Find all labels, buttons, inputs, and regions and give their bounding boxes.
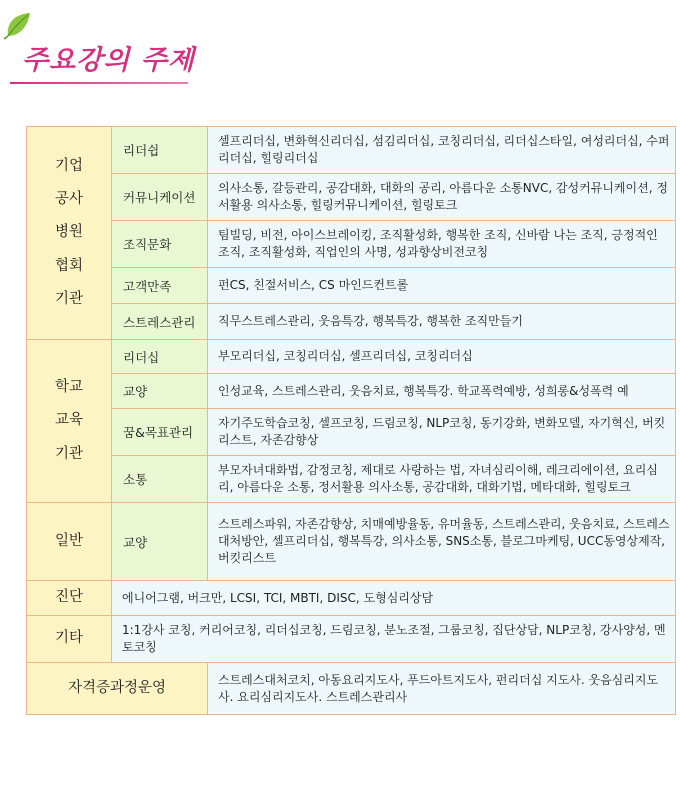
subcategory-cell: 꿈&목표관리 (112, 409, 208, 456)
page-header (0, 0, 680, 100)
table-row (27, 456, 676, 503)
topics-cell: 직무스트레스관리, 웃음특강, 행복특강, 행복한 조직만들기 (208, 304, 676, 340)
topics-cell: 스트레스대처코치, 아동요리지도사, 푸드아트지도사, 펀리더십 지도사. 웃음심리지도사. 요리심리지도사. 스트레스관리사 (208, 663, 676, 715)
category-cell-general: 일반 (27, 503, 112, 581)
subcategory-cell: 조직문화 (112, 221, 208, 268)
topics-cell: 의사소통, 갈등관리, 공감대화, 대화의 공리, 아름다운 소통NVC, 감성커뮤니케이션, 정서활용 의사소통, 힐링커뮤니케이션, 힐링토크 (208, 174, 676, 221)
table-row (27, 127, 676, 174)
topics-cell: 부모리더십, 코칭리더십, 셀프리더십, 코칭리더십 (208, 340, 676, 374)
subcategory-cell: 소통 (112, 456, 208, 503)
topics-cell: 인성교육, 스트레스관리, 웃음치료, 행복특강. 학교폭력예방, 성희롱&성폭력 예 (208, 374, 676, 409)
table-row (27, 340, 676, 374)
subcategory-cell: 리더십 (112, 340, 208, 374)
category-cell-other: 기타 (27, 616, 112, 663)
title-underline (10, 82, 188, 84)
topics-cell: 스트레스파워, 자존감향상, 치매예방율동, 유머율동, 스트레스관리, 웃음치료, 스트레스대처방안, 셀프리더십, 행복특강, 의사소통, SNS소통, 블로그마케팅, UCC동영상제작, 버킷리스트 (208, 503, 676, 581)
category-label: 기관 (54, 445, 83, 462)
category-cell-school (27, 340, 112, 503)
subcategory-cell: 리더쉽 (112, 127, 208, 174)
subcategory-cell: 커뮤니케이션 (112, 174, 208, 221)
table-row (27, 581, 676, 616)
subcategory-cell: 교양 (112, 374, 208, 409)
category-cell-license: 자격증과정운영 (27, 663, 208, 715)
category-label: 공사 (54, 190, 83, 207)
table-row (27, 268, 676, 304)
subcategory-cell: 스트레스관리 (112, 304, 208, 340)
curriculum-table (26, 126, 676, 715)
table-row (27, 221, 676, 268)
topics-cell: 셀프리더십, 변화혁신리더십, 섬김리더십, 코칭리더십, 리더십스타일, 여성리더십, 수퍼리더십, 힐링리더십 (208, 127, 676, 174)
category-cell-enterprise (27, 127, 112, 340)
category-label: 기업 (54, 157, 83, 174)
topics-cell: 팀빌딩, 비전, 아이스브레이킹, 조직활성화, 행복한 조직, 신바람 나는 조직, 긍정적인 조직, 조직활성화, 직업인의 사명, 성과향상비전코칭 (208, 221, 676, 268)
page-title: 주요강의 주제 (22, 45, 195, 76)
table-row (27, 174, 676, 221)
subcategory-cell: 교양 (112, 503, 208, 581)
table-row (27, 503, 676, 581)
topics-cell: 에니어그램, 버크만, LCSI, TCI, MBTI, DISC, 도형심리상담 (112, 581, 676, 616)
table-row (27, 409, 676, 456)
table-row (27, 374, 676, 409)
category-cell-diagnosis: 진단 (27, 581, 112, 616)
category-label: 협회 (54, 257, 83, 274)
topics-cell: 부모자녀대화법, 감정코칭, 제대로 사랑하는 법, 자녀심리이해, 레크리에이션, 요리심리, 아름다운 소통, 정서활용 의사소통, 공감대화, 대화기법, 메타대화, 힐링토크 (208, 456, 676, 503)
topics-cell: 자기주도학습코칭, 셀프코칭, 드림코칭, NLP코칭, 동기강화, 변화모델, 자기혁신, 버킷리스트, 자존감향상 (208, 409, 676, 456)
table-row (27, 663, 676, 715)
category-label: 교육 (54, 412, 83, 429)
category-label: 기관 (54, 291, 83, 308)
table-row (27, 616, 676, 663)
table-row (27, 304, 676, 340)
topics-cell: 1:1강사 코칭, 커리어코칭, 리더십코칭, 드림코칭, 분노조절, 그룹코칭, 집단상담, NLP코칭, 강사양성, 멘토코칭 (112, 616, 676, 663)
subcategory-cell: 고객만족 (112, 268, 208, 304)
category-label: 병원 (54, 224, 83, 241)
leaf-icon (2, 12, 32, 40)
category-label: 학교 (54, 378, 83, 395)
topics-cell: 펀CS, 친절서비스, CS 마인드컨트롤 (208, 268, 676, 304)
